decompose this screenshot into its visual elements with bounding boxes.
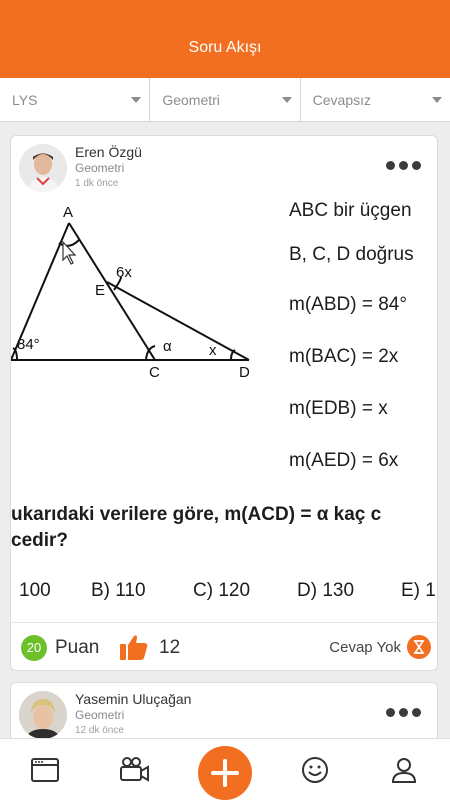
post-subject: Geometri — [75, 161, 125, 175]
question-prompt: ukarıdaki verilere göre, m(ACD) = α kaç c — [11, 504, 382, 525]
exam-filter-select[interactable] — [0, 78, 150, 122]
chevron-down-icon — [131, 97, 141, 103]
chevron-down-icon — [432, 97, 442, 103]
question-line: m(ABD) = 84° — [289, 294, 407, 315]
card-footer — [11, 622, 438, 671]
subject-filter-select[interactable] — [150, 78, 300, 122]
post-subject: Geometri — [75, 708, 125, 722]
more-options-icon[interactable] — [386, 161, 421, 170]
answer-choice: D) 130 — [297, 580, 355, 601]
figure-label: D — [239, 364, 250, 381]
question-line: m(BAC) = 2x — [289, 346, 399, 367]
answer-choice: 100 — [19, 580, 51, 601]
post-time: 1 dk önce — [75, 178, 119, 189]
bottom-tab-bar — [0, 738, 450, 800]
thumbs-up-icon[interactable] — [119, 633, 149, 661]
figure-label: α — [163, 338, 172, 355]
page-title: Soru Akışı — [188, 39, 262, 56]
browser-icon[interactable] — [28, 753, 62, 787]
app-header — [0, 0, 450, 78]
answer-choice: B) 110 — [91, 580, 146, 601]
answer-choice: C) 120 — [193, 580, 251, 601]
figure-label: C — [149, 364, 160, 381]
hourglass-icon — [407, 635, 431, 659]
status-filter-select[interactable] — [301, 78, 450, 122]
question-card[interactable] — [10, 135, 438, 671]
figure-label: x — [209, 342, 217, 359]
figure-label: 84° — [17, 336, 40, 353]
question-line: m(AED) = 6x — [289, 450, 399, 471]
answer-status: Cevap Yok — [329, 639, 401, 656]
points-badge: 20 — [21, 635, 47, 661]
filter-bar — [0, 78, 450, 122]
smiley-icon[interactable] — [298, 753, 332, 787]
question-line: m(EDB) = x — [289, 398, 388, 419]
like-count: 12 — [159, 637, 181, 658]
question-line: ABC bir üçgen — [289, 200, 412, 221]
figure-label: 6x — [116, 264, 132, 281]
more-options-icon[interactable] — [386, 708, 421, 717]
figure-label: E — [95, 282, 106, 299]
profile-icon[interactable] — [387, 753, 421, 787]
question-prompt: cedir? — [11, 530, 69, 551]
avatar[interactable] — [19, 144, 67, 192]
chevron-down-icon — [282, 97, 292, 103]
user-name[interactable]: Yasemin Uluçağan — [75, 691, 192, 707]
answer-choice: E) 1 — [401, 580, 436, 601]
add-question-button[interactable] — [198, 746, 252, 800]
video-camera-icon[interactable] — [117, 753, 151, 787]
avatar[interactable] — [19, 691, 67, 739]
question-line: B, C, D doğrus — [289, 244, 414, 265]
subject-filter-label: Geometri — [162, 92, 220, 108]
post-time: 12 dk önce — [75, 725, 124, 736]
figure-label: A — [63, 204, 74, 221]
question-image[interactable] — [11, 198, 438, 618]
status-filter-label: Cevapsız — [312, 92, 372, 108]
add-icon — [198, 746, 252, 800]
exam-filter-label: LYS — [12, 92, 38, 108]
user-name[interactable]: Eren Özgü — [75, 144, 142, 160]
points-label: Puan — [55, 637, 100, 658]
